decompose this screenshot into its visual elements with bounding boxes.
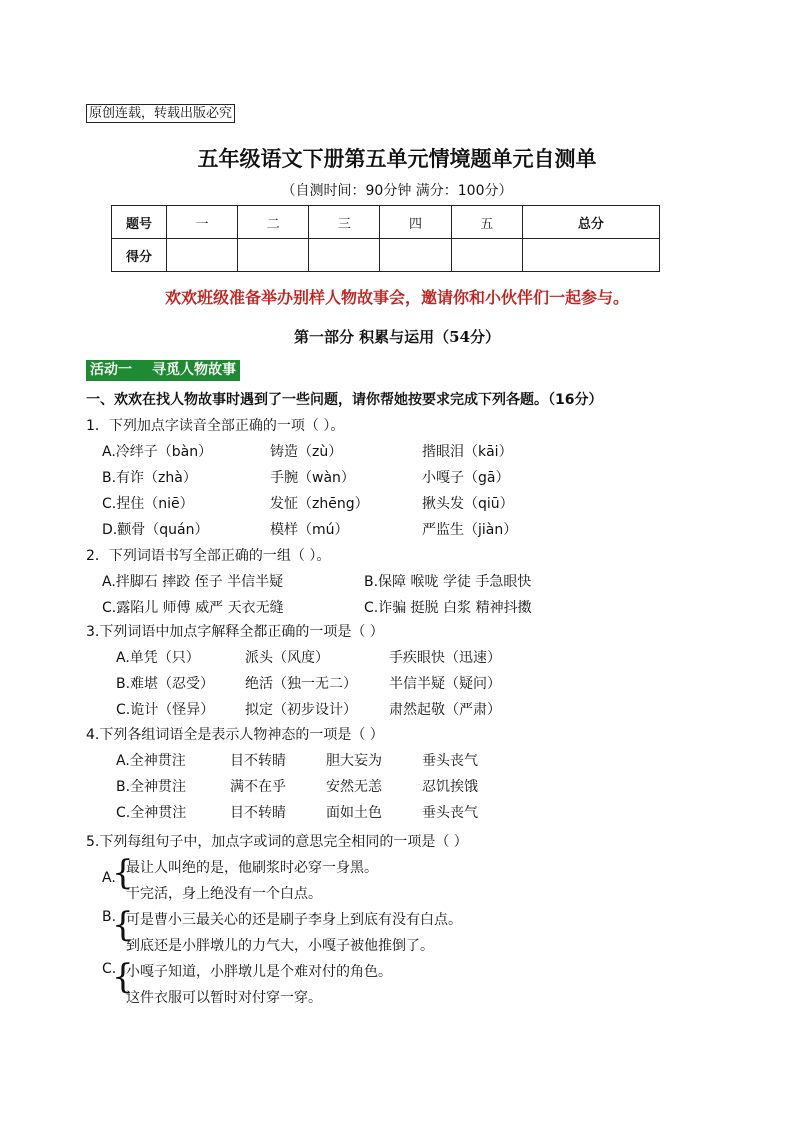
question-2-stem: 2．下列词语书写全部正确的一组（ ）。 (86, 548, 331, 564)
q1-option: 小嘎子（gā） (422, 470, 510, 486)
q3-option: C.诡计（怪异） (116, 702, 215, 718)
activity-name: 寻觅人物故事 (152, 362, 236, 378)
column-header: 二 (238, 206, 309, 239)
q2-option: B.保障 喉咙 学徒 手急眼快 (364, 574, 532, 590)
q1-option: C.捏住（niē） (102, 496, 194, 512)
q4-option: 面如土色 (326, 805, 382, 821)
column-header-total: 总分 (522, 206, 659, 239)
q3-option: 半信半疑（疑问） (389, 676, 501, 692)
question-4-stem: 4.下列各组词语全是表示人物神态的一项是（ ） (86, 727, 384, 743)
q2-option: C.诈骗 挺脱 白浆 精神抖擞 (364, 600, 532, 616)
column-header: 一 (167, 206, 238, 239)
q4-option: 忍饥挨饿 (422, 779, 478, 795)
q5-sentence: 小嘎子知道，小胖墩儿是个难对付的角色。 (126, 964, 392, 980)
q2-option: C.露陷儿 师傅 威严 天衣无缝 (102, 600, 284, 616)
q1-option: 发怔（zhēng） (270, 496, 369, 512)
q3-option: 绝活（独一无二） (245, 676, 357, 692)
section-intro: 一、欢欢在找人物故事时遇到了一些问题，请你帮她按要求完成下列各题。（16分） (86, 392, 603, 408)
brace-icon: { (112, 905, 134, 945)
q2-option: A.拌脚石 摔跤 侄子 半信半疑 (102, 574, 284, 590)
q1-option: 揩眼泪（kāi） (422, 444, 513, 460)
row-label-score: 得分 (112, 239, 167, 272)
q3-option: A.单凭（只） (116, 650, 200, 666)
score-cell (380, 239, 451, 272)
brace-icon: { (112, 853, 134, 893)
q4-option: 满不在乎 (230, 779, 286, 795)
q5-sentence: 这件衣服可以暂时对付穿一穿。 (126, 990, 322, 1006)
score-cell (238, 239, 309, 272)
q4-option: B.全神贯注 (116, 779, 187, 795)
q5-sentence: 最让人叫绝的是，他刷浆时必穿一身黑。 (126, 860, 378, 876)
q1-option: 铸造（zù） (270, 444, 343, 460)
score-cell (167, 239, 238, 272)
column-header: 四 (380, 206, 451, 239)
q4-option: 垂头丧气 (422, 805, 478, 821)
q1-option: 模样（mú） (270, 522, 349, 538)
score-table-header-row (112, 206, 660, 239)
q5-sentence: 到底还是小胖墩儿的力气大，小嘎子被他推倒了。 (126, 938, 434, 954)
score-table (111, 205, 660, 272)
q5-group-letter: C. (102, 961, 117, 977)
q1-option: D.颧骨（quán） (102, 522, 209, 538)
q3-option: 手疾眼快（迅速） (389, 650, 501, 666)
q5-group-letter: B. (102, 909, 117, 925)
column-header: 三 (309, 206, 380, 239)
question-1-stem: 1．下列加点字读音全部正确的一项（ ）。 (86, 418, 345, 434)
q1-option: 手腕（wàn） (270, 470, 355, 486)
q4-option: C.全神贯注 (116, 805, 187, 821)
q4-option: 目不转睛 (230, 753, 286, 769)
column-header: 五 (451, 206, 522, 239)
score-cell (522, 239, 659, 272)
invitation-text: 欢欢班级准备举办别样人物故事会，邀请你和小伙伴们一起参与。 (164, 288, 629, 307)
activity-label (86, 360, 240, 381)
q1-option: 严监生（jiàn） (422, 522, 518, 538)
q3-option: 肃然起敬（严肃） (389, 702, 501, 718)
brace-icon: { (112, 957, 134, 997)
question-5-stem: 5.下列每组句子中，加点字或词的意思完全相同的一项是（ ） (86, 834, 468, 850)
q4-option: 目不转睛 (230, 805, 286, 821)
score-cell (451, 239, 522, 272)
part-heading: 第一部分 积累与运用（54分） (293, 328, 501, 346)
score-cell (309, 239, 380, 272)
copyright-notice: 原创连载，转载出版必究 (86, 104, 235, 123)
question-3-stem: 3.下列词语中加点字解释全都正确的一项是（ ） (86, 624, 384, 640)
activity-number: 活动一 (90, 362, 132, 378)
q1-option: 揪头发（qiū） (422, 496, 514, 512)
q4-option: A.全神贯注 (116, 753, 186, 769)
q5-sentence: 干完活，身上绝没有一个白点。 (126, 886, 322, 902)
score-table-score-row (112, 239, 660, 272)
q3-option: B.难堪（忍受） (116, 676, 215, 692)
q1-option: B.有诈（zhà） (102, 470, 197, 486)
page-title: 五年级语文下册第五单元情境题单元自测单 (197, 146, 597, 171)
q4-option: 安然无恙 (326, 779, 382, 795)
q4-option: 垂头丧气 (422, 753, 478, 769)
test-time-and-score: （自测时间：90分钟 满分：100分） (281, 183, 513, 199)
q3-option: 拟定（初步设计） (245, 702, 357, 718)
q1-option: A.冷绊子（bàn） (102, 444, 213, 460)
q5-sentence: 可是曹小三最关心的还是刷子李身上到底有没有白点。 (126, 912, 462, 928)
row-label-question-number: 题号 (112, 206, 167, 239)
q4-option: 胆大妄为 (326, 753, 382, 769)
q5-group-letter: A. (102, 870, 116, 886)
q3-option: 派头（风度） (245, 650, 329, 666)
